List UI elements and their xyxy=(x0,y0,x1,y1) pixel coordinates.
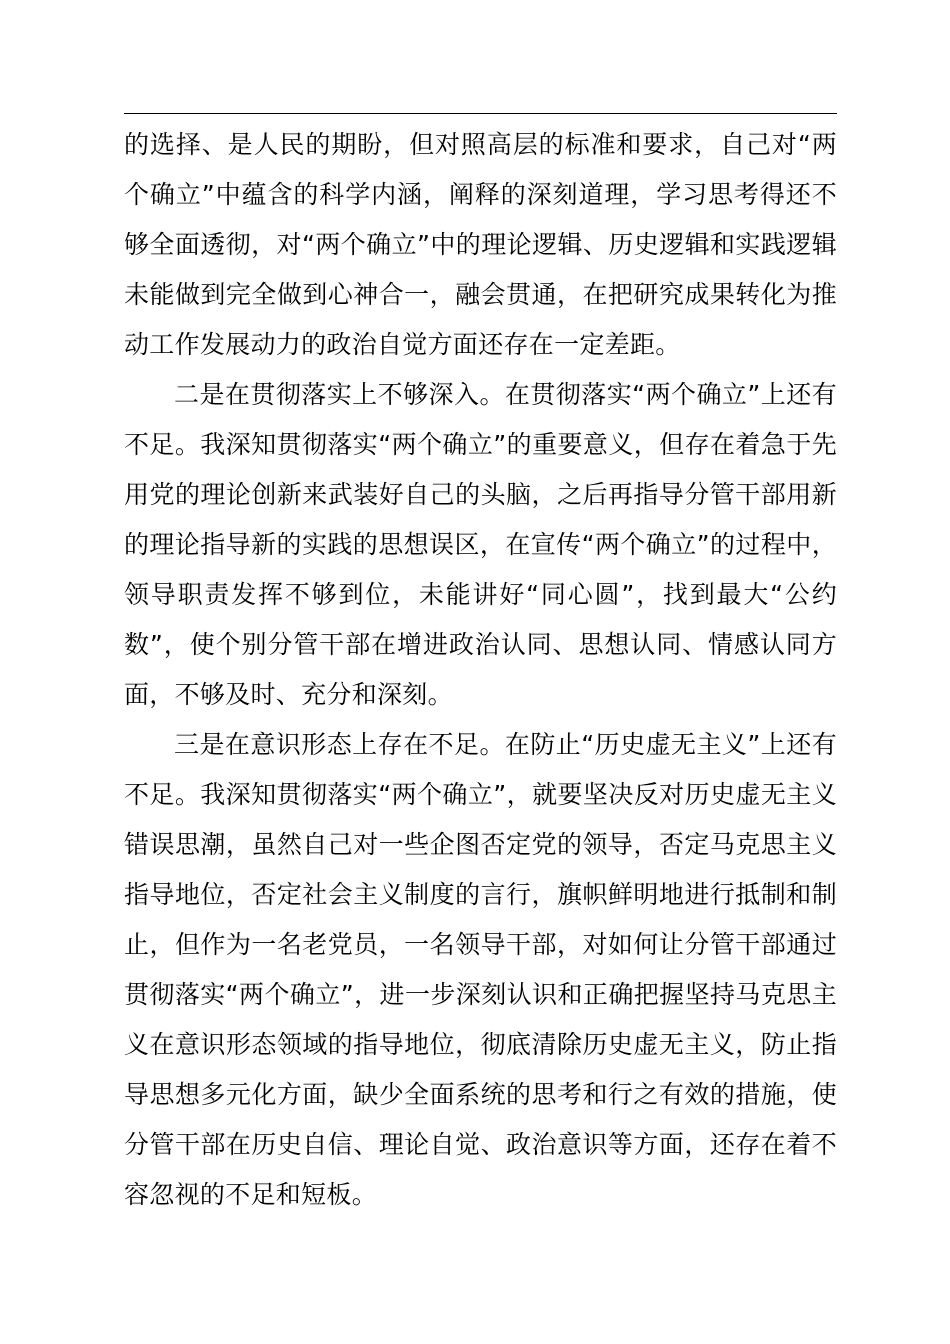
paragraph-continuation: 的选择、是人民的期盼，但对照高层的标准和要求，自己对“两个确立”中蕴含的科学内涵，阐释的深刻道理，学习思考得还不够全面透彻，对“两个确立”中的理论逻辑、历史逻辑和实践逻辑未能做到完全做到心神合一，融会贯通，在把研究成果转化为推动工作发展动力的政治自觉方面还存在一定差距。 xyxy=(124,130,837,359)
header-rule xyxy=(124,113,837,114)
paragraph-point-two: 二是在贯彻落实上不够深入。在贯彻落实“两个确立”上还有不足。我深知贯彻落实“两个确立”的重要意义，但存在着急于先用党的理论创新来武装好自己的头脑，之后再指导分管干部用新的理论指导新的实践的思想误区，在宣传“两个确立”的过程中，领导职责发挥不够到位，未能讲好“同心圆”，找到最大“公约数”，使个别分管干部在增进政治认同、思想认同、情感认同方面，不够及时、充分和深刻。 xyxy=(124,380,837,709)
paragraph-point-three: 三是在意识形态上存在不足。在防止“历史虚无主义”上还有不足。我深知贯彻落实“两个确立”，就要坚决反对历史虚无主义错误思潮，虽然自己对一些企图否定党的领导，否定马克思主义指导地位，否定社会主义制度的言行，旗帜鲜明地进行抵制和制止，但作为一名老党员，一名领导干部，对如何让分管干部通过贯彻落实“两个确立”，进一步深刻认识和正确把握坚持马克思主义在意识形态领域的指导地位，彻底清除历史虚无主义，防止指导思想多元化方面，缺少全面系统的思考和行之有效的措施，使分管干部在历史自信、理论自觉、政治意识等方面，还存在着不容忽视的不足和短板。 xyxy=(124,730,837,1209)
document-body xyxy=(124,120,837,1220)
